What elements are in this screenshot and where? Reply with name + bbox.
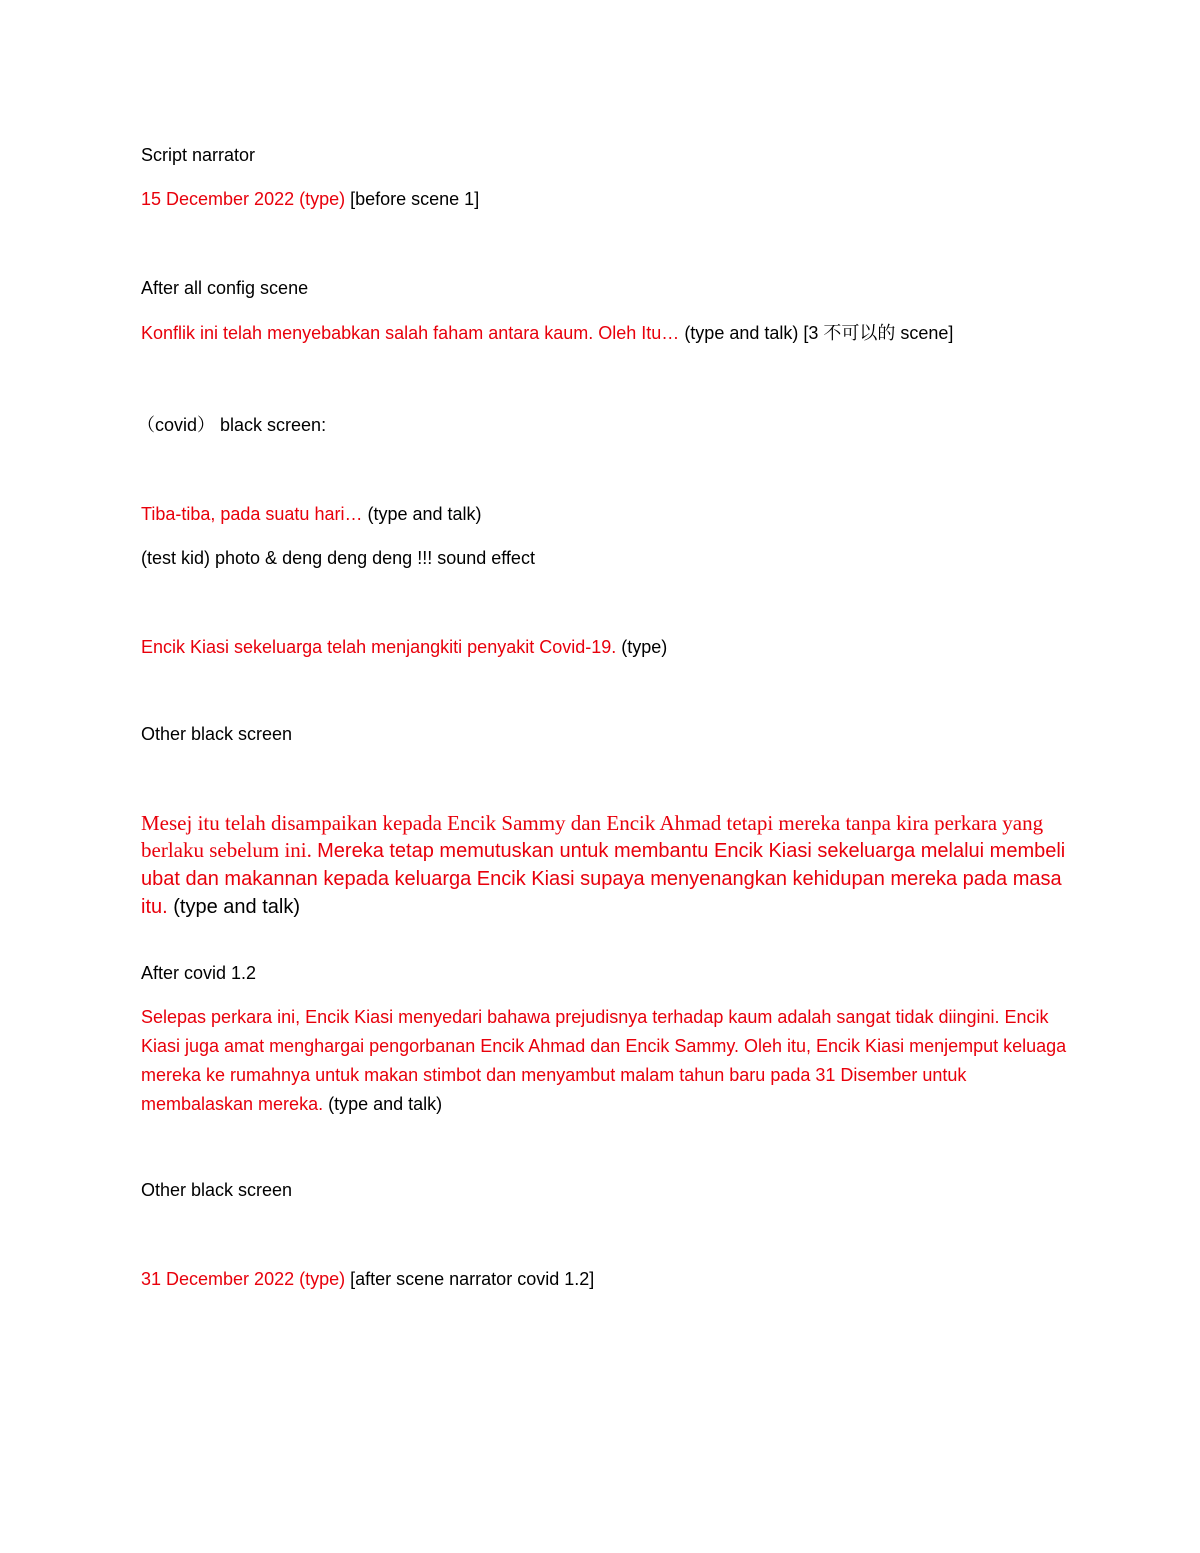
after-config-heading [141,276,308,300]
konflik-note: (type and talk) [3 不可以的 scene] [679,323,954,343]
other-black-screen-1 [141,722,292,746]
tiba-line [141,502,482,526]
date-end-red: 31 December 2022 (type) [141,1269,346,1289]
after-config-text: After all config scene [141,278,309,298]
konflik-red: Konflik ini telah menyebabkan salah faham antara kaum. Oleh Itu… [141,323,680,343]
other-black-screen-2-text: Other black screen [141,1180,293,1200]
test-kid-line [141,546,535,570]
script-heading [141,143,255,167]
mesej-note: (type and talk) [167,896,300,918]
selepas-red: Selepas perkara ini, Encik Kiasi menyedari bahawa prejudisnya terhadap kaum adalah sangat tidak diingini. Encik Kiasi juga amat menghargai pengorbanan Encik Ahmad dan Encik Sammy. Oleh itu, Encik Kiasi menjemput keluaga mereka ke rumahnya untuk makan stimbot dan menyambut malam tahun baru pada 31 Disember untuk membalaskan mereka. [141,1007,1067,1114]
encik-line [141,635,667,659]
encik-note: (type) [616,637,668,657]
encik-red: Encik Kiasi sekeluarga telah menjangkiti penyakit Covid-19. [141,637,617,657]
date-end-note: [after scene narrator covid 1.2] [345,1269,595,1289]
selepas-paragraph [141,1003,1071,1119]
date-start-note: [before scene 1] [345,189,480,209]
other-black-screen-2 [141,1178,292,1202]
mesej-sans-red: Mereka tetap memutuskan untuk membantu Encik Kiasi sekeluarga melalui membeli ubat dan makannan kepada keluarga Encik Kiasi supaya menyenangkan kehidupan mereka pada masa itu. [141,840,1066,918]
mesej-paragraph [141,810,1071,921]
tiba-note: (type and talk) [362,504,482,524]
covid-black-screen-heading [137,413,326,437]
after-covid-heading [141,961,256,985]
other-black-screen-1-text: Other black screen [141,724,293,744]
date-start-red: 15 December 2022 (type) [141,189,346,209]
mesej-serif-red: Mesej itu telah disampaikan kepada Encik Sammy dan Encik Ahmad tetapi mereka tanpa kira perkara yang berlaku sebelum ini. [141,811,1044,862]
selepas-note: (type and talk) [323,1094,443,1114]
konflik-line [141,321,953,345]
date-start-line [141,187,479,211]
covid-black-screen-text: （covid） black screen: [137,415,327,435]
script-heading-text: Script narrator [141,145,256,165]
tiba-red: Tiba-tiba, pada suatu hari… [141,504,363,524]
test-kid-text: (test kid) photo & deng deng deng !!! sound effect [141,548,535,568]
date-end-line [141,1267,594,1291]
after-covid-text: After covid 1.2 [141,963,257,983]
